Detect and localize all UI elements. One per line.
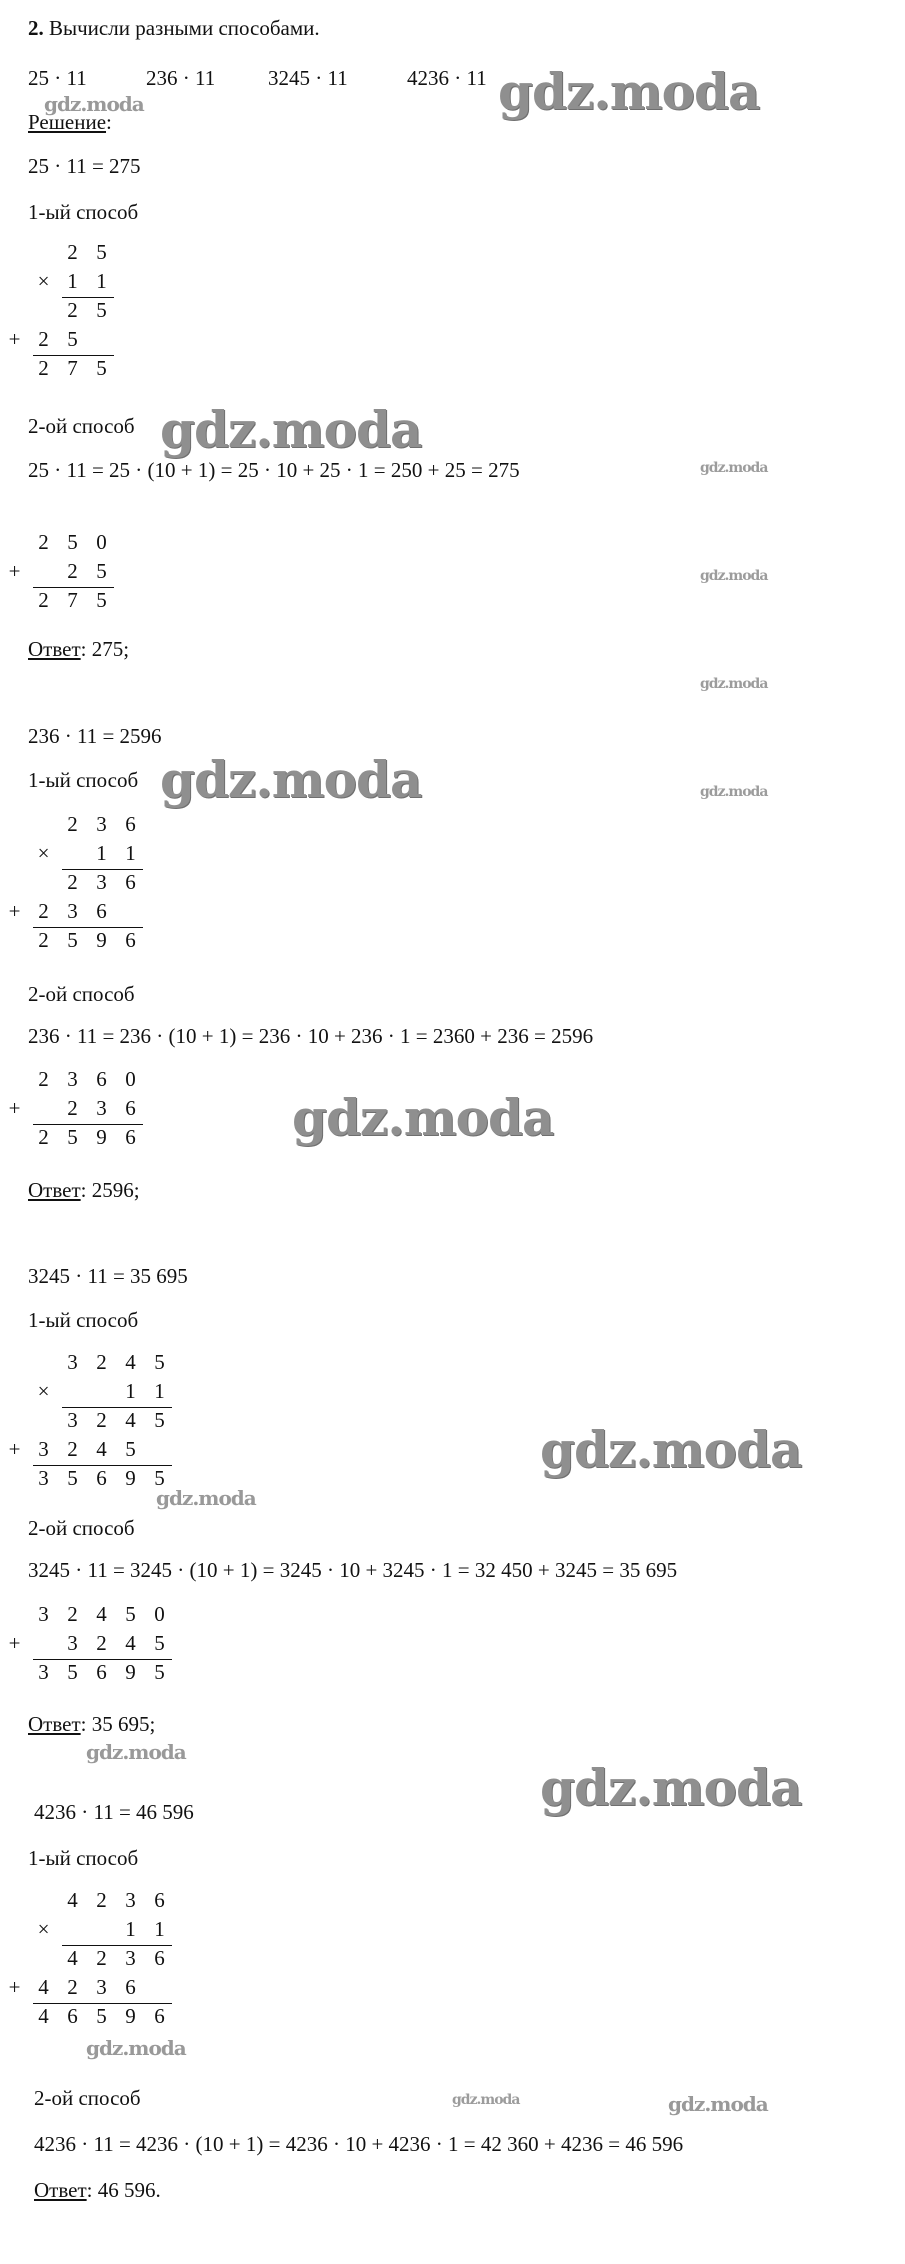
way1-label: 1-ый способ [28,1308,139,1332]
task-number: 2. [28,16,44,40]
digit: 5 [96,2004,107,2028]
digit: 0 [96,530,107,554]
digit: 9 [125,1466,136,1490]
digit: 5 [67,928,78,952]
plus-sign: + [8,327,21,351]
plus-sign: + [8,1975,21,1999]
digit: 1 [125,1917,136,1941]
task-text: Вычисли разными способами. [49,16,320,40]
task-item-2: 236 · 11 [146,66,216,90]
way2-label: 2-ой способ [28,414,135,438]
digit: 0 [154,1602,165,1626]
answer-value: : 46 596. [86,2178,161,2202]
digit: 6 [154,1888,165,1912]
answer-value: : 35 695; [80,1712,156,1736]
digit: 5 [67,1125,78,1149]
digit: 6 [125,1125,136,1149]
digit: 5 [67,1660,78,1684]
answer-value: : 2596; [80,1178,140,1202]
plus-sign: + [8,899,21,923]
digit: 4 [96,1437,107,1461]
digit: 9 [125,2004,136,2028]
digit: 2 [67,1437,78,1461]
watermark: gdz.moda [160,400,422,459]
way2-label: 2-ой способ [28,1516,135,1540]
expansion: 236 · 11 = 236 · (10 + 1) = 236 · 10 + 236 · 1 = 2360 + 236 = 2596 [28,1024,594,1048]
digit: 3 [38,1660,49,1684]
digit: 2 [38,356,49,380]
digit: 3 [67,1350,78,1374]
digit: 5 [154,1631,165,1655]
digit: 2 [96,1350,107,1374]
watermark: gdz.moda [498,62,760,121]
digit: 2 [96,1946,107,1970]
digit: 5 [67,530,78,554]
digit: 3 [96,1975,107,1999]
digit: 3 [67,899,78,923]
plus-sign: + [8,559,21,583]
digit: 3 [125,1946,136,1970]
task-item-1: 25 · 11 [28,66,87,90]
answer [34,2178,161,2202]
digit: 9 [96,1125,107,1149]
digit: 9 [96,928,107,952]
watermark: gdz.moda [44,92,144,116]
answer [28,1712,155,1736]
digit: 4 [96,1602,107,1626]
digit: 4 [67,1888,78,1912]
watermark: gdz.moda [700,784,768,800]
digit: 2 [67,298,78,322]
expansion: 4236 · 11 = 4236 · (10 + 1) = 4236 · 10 + 4236 · 1 = 42 360 + 4236 = 46 596 [34,2132,684,2156]
digit: 6 [154,1946,165,1970]
digit: 5 [125,1437,136,1461]
digit: 6 [125,1975,136,1999]
digit: 2 [67,1096,78,1120]
digit: 5 [67,327,78,351]
digit: 7 [67,588,78,612]
digit: 7 [67,356,78,380]
digit: 6 [125,1096,136,1120]
digit: 2 [96,1408,107,1432]
equation: 236 · 11 = 2596 [28,724,162,748]
digit: 5 [96,240,107,264]
digit: 5 [67,1466,78,1490]
digit: 6 [96,899,107,923]
digit: 2 [67,812,78,836]
digit: 4 [125,1408,136,1432]
digit: 5 [154,1408,165,1432]
digit: 5 [96,298,107,322]
digit: 4 [125,1350,136,1374]
digit: 5 [96,356,107,380]
equation: 25 · 11 = 275 [28,154,141,178]
digit: 3 [96,1096,107,1120]
digit: 6 [96,1067,107,1091]
digit: 2 [67,1602,78,1626]
digit: 6 [96,1466,107,1490]
digit: 2 [38,327,49,351]
watermark: gdz.moda [86,2036,186,2060]
watermark: gdz.moda [292,1088,554,1147]
digit: 2 [38,588,49,612]
task-item-4: 4236 · 11 [407,66,487,90]
multiply-sign: × [37,269,50,293]
digit: 2 [67,240,78,264]
multiply-sign: × [37,841,50,865]
answer-value: : 275; [80,637,130,661]
digit: 2 [38,928,49,952]
digit: 6 [67,2004,78,2028]
digit: 0 [125,1067,136,1091]
digit: 4 [125,1631,136,1655]
equation: 4236 · 11 = 46 596 [34,1800,194,1824]
digit: 2 [96,1888,107,1912]
digit: 6 [125,812,136,836]
digit: 3 [38,1466,49,1490]
digit: 2 [67,559,78,583]
expansion: 25 · 11 = 25 · (10 + 1) = 25 · 10 + 25 · 1 = 250 + 25 = 275 [28,458,520,482]
solution-label: Решение [28,110,107,134]
way1-label: 1-ый способ [28,768,139,792]
digit: 6 [125,928,136,952]
watermark: gdz.moda [540,1758,802,1817]
way1-label: 1-ый способ [28,200,139,224]
digit: 6 [125,870,136,894]
digit: 5 [125,1602,136,1626]
digit: 2 [67,870,78,894]
digit: 4 [38,2004,49,2028]
digit: 5 [96,559,107,583]
watermark: gdz.moda [668,2092,768,2116]
expansion: 3245 · 11 = 3245 · (10 + 1) = 3245 · 10 + 3245 · 1 = 32 450 + 3245 = 35 695 [28,1558,678,1582]
way1-label: 1-ый способ [28,1846,139,1870]
digit: 1 [125,1379,136,1403]
plus-sign: + [8,1096,21,1120]
multiply-sign: × [37,1379,50,1403]
digit: 5 [154,1660,165,1684]
task-item-3: 3245 · 11 [268,66,348,90]
digit: 1 [154,1379,165,1403]
digit: 1 [67,269,78,293]
watermark: gdz.moda [700,568,768,584]
watermark: gdz.moda [540,1420,802,1479]
watermark: gdz.moda [700,460,768,476]
answer-label: Ответ [28,1178,81,1202]
digit: 1 [125,841,136,865]
digit: 3 [67,1631,78,1655]
answer-label: Ответ [28,1712,81,1736]
digit: 5 [154,1350,165,1374]
equation: 3245 · 11 = 35 695 [28,1264,188,1288]
digit: 3 [38,1437,49,1461]
digit: 3 [96,870,107,894]
digit: 4 [38,1975,49,1999]
watermark: gdz.moda [452,2092,520,2108]
digit: 2 [38,530,49,554]
answer [28,1178,140,1202]
digit: 6 [96,1660,107,1684]
digit: 5 [154,1466,165,1490]
digit: 3 [125,1888,136,1912]
digit: 3 [96,812,107,836]
digit: 2 [38,1125,49,1149]
digit: 1 [154,1917,165,1941]
watermark: gdz.moda [156,1486,256,1510]
digit: 4 [67,1946,78,1970]
way2-label: 2-ой способ [28,982,135,1006]
answer-label: Ответ [28,637,81,661]
multiply-sign: × [37,1917,50,1941]
watermark: gdz.moda [700,676,768,692]
watermark: gdz.moda [160,750,422,809]
digit: 9 [125,1660,136,1684]
solution-colon: : [106,110,112,134]
digit: 1 [96,841,107,865]
answer [28,637,129,661]
digit: 2 [96,1631,107,1655]
digit: 5 [96,588,107,612]
digit: 3 [67,1067,78,1091]
plus-sign: + [8,1631,21,1655]
plus-sign: + [8,1437,21,1461]
task-header [28,16,320,40]
digit: 6 [154,2004,165,2028]
digit: 3 [67,1408,78,1432]
way2-label: 2-ой способ [34,2086,141,2110]
digit: 2 [67,1975,78,1999]
watermark: gdz.moda [86,1740,186,1764]
digit: 2 [38,899,49,923]
digit: 1 [96,269,107,293]
digit: 2 [38,1067,49,1091]
answer-label: Ответ [34,2178,87,2202]
digit: 3 [38,1602,49,1626]
